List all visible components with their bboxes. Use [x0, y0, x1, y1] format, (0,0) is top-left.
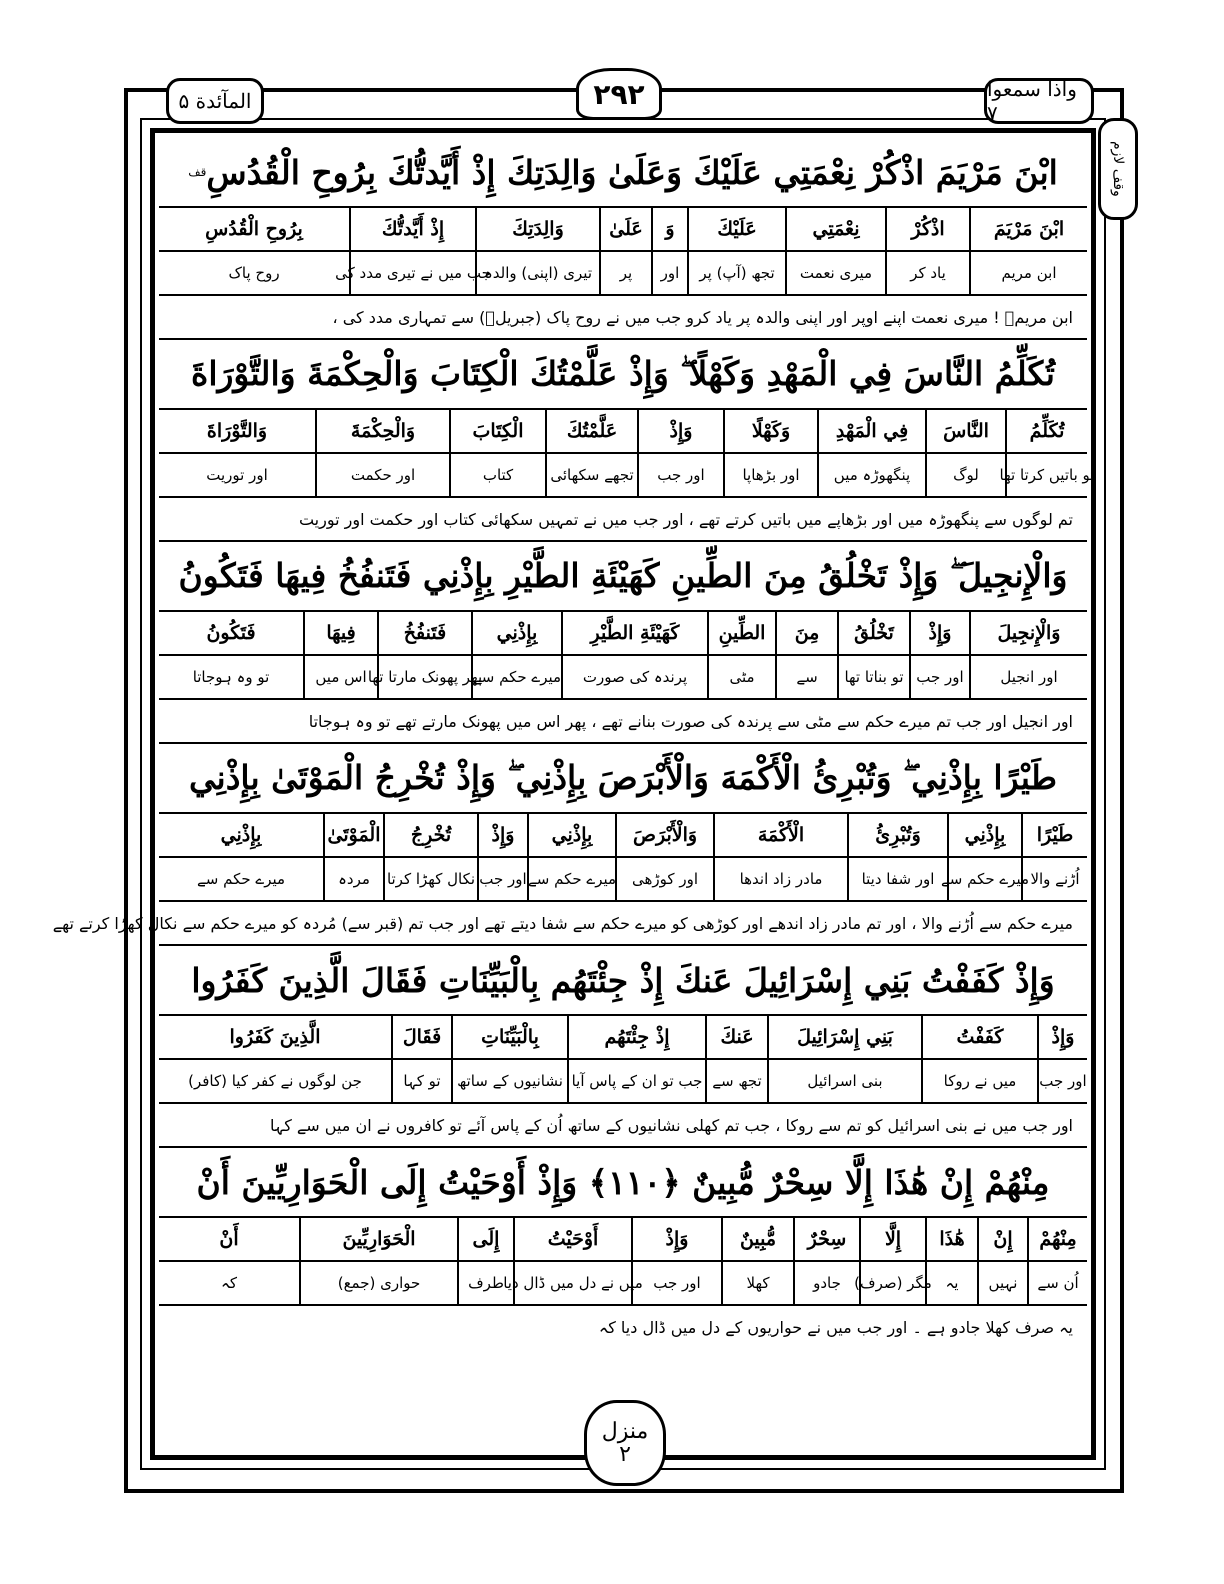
- word-cell: إِنْ: [977, 1218, 1027, 1260]
- word-cell: بِرُوحِ الْقُدُسِ: [205, 218, 303, 240]
- meaning-cell: کتاب: [449, 454, 545, 496]
- word-cell: بِإِذْنِي: [947, 814, 1021, 856]
- word-cell: تَخْلُقُ: [837, 612, 909, 654]
- manzil-label: منزل: [601, 1418, 649, 1444]
- ayah-line: وَإِذْ كَفَفْتُ بَنِي إِسْرَائِيلَ عَنكَ إِذْ جِئْتَهُم بِالْبَيِّنَاتِ فَقَالَ الَّذِينَ كَفَرُوا: [159, 946, 1087, 1016]
- word-cell: عَلَيْكَ: [687, 208, 785, 250]
- meaning-cell: اور حکمت: [315, 454, 449, 496]
- word-cell: أَوْحَيْتُ: [513, 1218, 631, 1260]
- word-cell: بِالْبَيِّنَاتِ: [451, 1016, 567, 1058]
- word-cell: عَلَىٰ: [599, 208, 651, 250]
- meaning-cell: اور انجیل: [969, 656, 1087, 698]
- word-cell: إِذْ أَيَّدتُّكَ: [349, 208, 475, 250]
- meaning-cell: اور توریت: [206, 466, 268, 484]
- word-cell: مِنَ: [775, 612, 837, 654]
- meaning-cell: میری نعمت: [785, 252, 885, 294]
- word-cell: نِعْمَتِي: [785, 208, 885, 250]
- translation-line: تم لوگوں سے پنگھوڑہ میں اور بڑھاپے میں باتیں کرتے تھے ، اور جب میں نے تمہیں سکھائی کتاب اور حکمت اور توریت: [159, 498, 1087, 542]
- meaning-cell: تجھ (آپ) پر: [687, 252, 785, 294]
- meaning-cell: مادر زاد اندھا: [713, 858, 847, 900]
- meaning-cell: کھلا: [721, 1262, 793, 1304]
- word-cell: تُخْرِجُ: [383, 814, 477, 856]
- word-cell: النَّاسَ: [925, 410, 1005, 452]
- meaning-cell: پرندہ کی صورت: [561, 656, 707, 698]
- ayah-line: مِنْهُمْ إِنْ هَٰذَا إِلَّا سِحْرٌ مُّبِينٌ ﴿١١٠﴾ وَإِذْ أَوْحَيْتُ إِلَى الْحَوَارِيِّينَ أَنْ: [159, 1148, 1087, 1218]
- meaning-cell: اس میں: [303, 656, 377, 698]
- meaning-cell: میرے حکم سے: [947, 858, 1021, 900]
- meaning-cell: میرے حکم سے: [471, 656, 561, 698]
- word-cell: تُكَلِّمُ: [1005, 410, 1087, 452]
- word-cell: وَإِذْ: [637, 410, 723, 452]
- word-row: [159, 410, 1087, 454]
- word-cell: عَلَّمْتُكَ: [545, 410, 637, 452]
- word-cell: الْمَوْتَىٰ: [323, 814, 383, 856]
- word-cell: أَنْ: [219, 1228, 239, 1250]
- meaning-cell: یہ: [925, 1262, 977, 1304]
- word-cell: ابْنَ مَرْيَمَ: [969, 208, 1087, 250]
- word-cell: وَإِذْ: [1037, 1016, 1087, 1058]
- word-cell: بَنِي إِسْرَائِيلَ: [767, 1016, 921, 1058]
- ayah-mark: قف: [188, 165, 207, 179]
- meaning-cell: کہ: [221, 1274, 237, 1292]
- word-cell: وَإِذْ: [477, 814, 527, 856]
- word-row: [159, 1016, 1087, 1060]
- word-cell: وَالِدَتِكَ: [475, 208, 599, 250]
- meaning-cell: اور جب: [909, 656, 969, 698]
- meaning-cell: تجھ سے: [705, 1060, 767, 1102]
- ayah-line: طَيْرًا بِإِذْنِي ۖ وَتُبْرِئُ الْأَكْمَهَ وَالْأَبْرَصَ بِإِذْنِي ۖ وَإِذْ تُخْرِجُ الْمَوْتَىٰ بِإِذْنِي: [159, 744, 1087, 814]
- meaning-row: [159, 454, 1095, 498]
- meaning-row: [159, 1262, 1087, 1306]
- meaning-cell: پر: [599, 252, 651, 294]
- meaning-cell: تو بناتا تھا: [837, 656, 909, 698]
- meaning-cell: میں نے دل میں ڈال دیا: [513, 1262, 631, 1304]
- meaning-cell: نہیں: [977, 1262, 1027, 1304]
- meaning-cell: میرے حکم سے: [527, 858, 615, 900]
- header-left-title: المآئدة ۵: [166, 78, 264, 124]
- manzil-marker: [584, 1400, 666, 1486]
- word-cell: إِذْ جِئْتَهُم: [567, 1016, 705, 1058]
- translation-line: یہ صرف کھلا جادو ہے ۔ اور جب میں نے حواریوں کے دل میں ڈال دیا کہ: [598, 1317, 1073, 1337]
- word-cell: الَّذِينَ كَفَرُوا: [229, 1026, 321, 1048]
- word-cell: وَإِذْ: [909, 612, 969, 654]
- meaning-cell: اور کوڑھی: [615, 858, 713, 900]
- meaning-cell: مردہ: [323, 858, 383, 900]
- meaning-cell: نکال کھڑا کرتا: [383, 858, 477, 900]
- translation-line: اور انجیل اور جب تم میرے حکم سے مٹی سے پرندہ کی صورت بنانے تھے ، پھر اس میں پھونک مارتے تھے تو وہ ہوجاتا: [159, 700, 1087, 744]
- word-cell: الْكِتَابَ: [449, 410, 545, 452]
- word-cell: بِإِذْنِي: [471, 612, 561, 654]
- word-cell: اذْكُرْ: [885, 208, 969, 250]
- meaning-row: [159, 858, 1087, 902]
- meaning-cell: تجھے سکھائی: [545, 454, 637, 496]
- word-cell: فَتَنفُخُ: [377, 612, 471, 654]
- word-cell: بِإِذْنِي: [527, 814, 615, 856]
- meaning-cell: جب میں نے تیری مدد کی: [349, 252, 475, 294]
- word-cell: وَالْحِكْمَةَ: [315, 410, 449, 452]
- translation-line: اور جب میں نے بنی اسرائیل کو تم سے روکا ، جب تم کھلی نشانیوں کے ساتھ اُن کے پاس آئے تو کافروں نے ان میں سے کہا: [159, 1104, 1087, 1148]
- meaning-cell: اُن سے: [1027, 1262, 1087, 1304]
- word-cell: وَالْإِنجِيلَ: [969, 612, 1087, 654]
- ayah-line: تُكَلِّمُ النَّاسَ فِي الْمَهْدِ وَكَهْلًا ۖ وَإِذْ عَلَّمْتُكَ الْكِتَابَ وَالْحِكْمَةَ وَالتَّوْرَاةَ: [159, 340, 1087, 410]
- word-cell: فَتَكُونُ: [206, 622, 256, 644]
- content-area: [52, 138, 1095, 1348]
- word-row: [159, 612, 1087, 656]
- meaning-cell: اور شفا دیتا: [847, 858, 947, 900]
- meaning-cell: تیری (اپنی) والدہ: [475, 252, 599, 294]
- word-cell: وَإِذْ: [631, 1218, 721, 1260]
- word-cell: بِإِذْنِي: [220, 824, 262, 846]
- word-row: [159, 208, 1087, 252]
- word-cell: فَقَالَ: [391, 1016, 451, 1058]
- word-row: [159, 814, 1087, 858]
- meaning-cell: مٹی: [707, 656, 775, 698]
- meaning-cell: اور جب: [631, 1262, 721, 1304]
- meaning-cell: ابن مریم: [969, 252, 1087, 294]
- word-cell: إِلَّا: [859, 1218, 925, 1260]
- translation-line: ابن مریمؑ ! میری نعمت اپنے اوپر اور اپنی والدہ پر یاد کرو جب میں نے روح پاک (جبریلؑ) سے تمہاری مدد کی ،: [159, 296, 1087, 340]
- word-cell: عَنكَ: [705, 1016, 767, 1058]
- word-cell: وَ: [651, 208, 687, 250]
- word-cell: فِيهَا: [303, 612, 377, 654]
- word-cell: كَفَفْتُ: [921, 1016, 1037, 1058]
- meaning-cell: تو وہ ہوجاتا: [192, 668, 270, 686]
- meaning-cell: یاد کر: [885, 252, 969, 294]
- word-cell: كَهَيْئَةِ الطَّيْرِ: [561, 612, 707, 654]
- word-cell: طَيْرًا: [1021, 814, 1087, 856]
- translation-line: میرے حکم سے اُڑنے والا ، اور تم مادر زاد اندھے اور کوڑھی کو میرے حکم سے شفا دیتے تھے اور جب تم (قبر سے) مُردہ کو میرے حکم سے نکال کھڑا کرتے تھے: [159, 902, 1087, 946]
- waqf-marker: وقف لازم: [1098, 118, 1138, 220]
- meaning-cell: میرے حکم سے: [196, 870, 286, 888]
- word-cell: وَتُبْرِئُ: [847, 814, 947, 856]
- word-cell: وَالتَّوْرَاةَ: [206, 420, 268, 442]
- word-cell: سِحْرٌ: [793, 1218, 859, 1260]
- meaning-cell: اُڑنے والا: [1021, 858, 1087, 900]
- word-cell: فِي الْمَهْدِ: [817, 410, 925, 452]
- meaning-cell: جن لوگوں نے کفر کیا (کافر): [188, 1072, 362, 1090]
- ayah-line: ابْنَ مَرْيَمَ اذْكُرْ نِعْمَتِي عَلَيْكَ وَعَلَىٰ وَالِدَتِكَ إِذْ أَيَّدتُّكَ بِرُوحِ الْقُدُسِ قف: [159, 138, 1087, 208]
- meaning-cell: جادو: [793, 1262, 859, 1304]
- word-cell: الطِّينِ: [707, 612, 775, 654]
- meaning-cell: سے: [775, 656, 837, 698]
- meaning-row: [159, 1060, 1087, 1104]
- meaning-cell: پنگھوڑہ میں: [817, 454, 925, 496]
- word-cell: وَالْأَبْرَصَ: [615, 814, 713, 856]
- meaning-cell: اور جب: [637, 454, 723, 496]
- meaning-row: [159, 252, 1087, 296]
- word-cell: مُّبِينٌ: [721, 1218, 793, 1260]
- meaning-cell: روح پاک: [228, 264, 280, 282]
- meaning-cell: پھر پھونک مارتا تھا: [377, 656, 471, 698]
- meaning-row: [159, 656, 1087, 700]
- meaning-cell: تو کہا: [391, 1060, 451, 1102]
- meaning-cell: مگر (صرف): [859, 1262, 925, 1304]
- word-cell: الْأَكْمَهَ: [713, 814, 847, 856]
- ayah-line: وَالْإِنجِيلَ ۖ وَإِذْ تَخْلُقُ مِنَ الطِّينِ كَهَيْئَةِ الطَّيْرِ بِإِذْنِي فَتَنفُخُ فِيهَا فَتَكُونُ: [159, 542, 1087, 612]
- word-row: [159, 1218, 1087, 1262]
- word-cell: وَكَهْلًا: [723, 410, 817, 452]
- meaning-cell: حواری (جمع): [299, 1262, 457, 1304]
- meaning-cell: جب تو ان کے پاس آیا: [567, 1060, 705, 1102]
- word-cell: إِلَى: [457, 1218, 513, 1260]
- meaning-cell: بنی اسرائیل: [767, 1060, 921, 1102]
- meaning-cell: اور: [651, 252, 687, 294]
- manzil-number: ۲: [619, 1442, 631, 1467]
- meaning-cell: طرف: [457, 1262, 513, 1304]
- word-cell: هَٰذَا: [925, 1218, 977, 1260]
- header-right-title: واذا سمعوا ۷: [984, 78, 1094, 124]
- word-cell: مِنْهُمْ: [1027, 1218, 1087, 1260]
- meaning-cell: لوگ: [925, 454, 1005, 496]
- meaning-cell: اور جب: [1037, 1060, 1087, 1102]
- word-cell: الْحَوَارِيِّينَ: [299, 1218, 457, 1260]
- meaning-cell: نشانیوں کے ساتھ: [451, 1060, 567, 1102]
- meaning-cell: میں نے روکا: [921, 1060, 1037, 1102]
- meaning-cell: اور بڑھاپا: [723, 454, 817, 496]
- meaning-cell: اور جب: [477, 858, 527, 900]
- page-number: ۲۹۲: [576, 68, 662, 120]
- meaning-cell: تو باتیں کرتا تھا: [1005, 454, 1087, 496]
